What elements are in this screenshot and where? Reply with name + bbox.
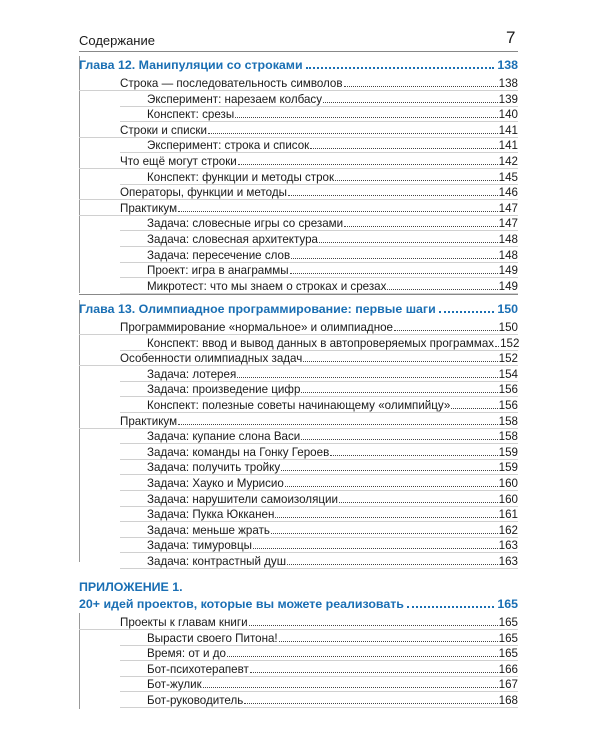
toc-entry-content (147, 555, 518, 569)
toc-entry-page: 138 (498, 77, 518, 90)
leader-dots (301, 439, 497, 440)
toc-entry-label: Задача: контрастный душ (147, 555, 287, 568)
leader-dots (281, 470, 498, 471)
toc-entry[interactable] (0, 380, 600, 397)
leader-dots (178, 424, 498, 425)
toc-entry[interactable] (0, 261, 600, 278)
toc-entry-label: Бот-психотерапевт (147, 662, 249, 676)
leader-dots (339, 502, 498, 503)
toc-entry-page: 166 (498, 662, 518, 676)
toc-entry-page: 154 (498, 367, 518, 381)
leader-dots (407, 606, 494, 608)
toc-entry-label: Эксперимент: строка и список (147, 139, 310, 153)
chapter-12-page: 138 (497, 58, 518, 72)
chapter-12-title: Глава 12. Манипуляции со строками (79, 58, 303, 72)
toc-entry[interactable] (0, 365, 600, 382)
toc-entry-label: Проекты к главам книги (120, 616, 248, 629)
toc-entry[interactable] (0, 168, 600, 185)
toc-entry-page: 161 (498, 508, 518, 522)
toc-entry[interactable] (0, 691, 600, 708)
toc-entry-page: 159 (498, 445, 518, 459)
leader-dots (319, 242, 498, 243)
toc-entry-page: 152 (500, 336, 520, 350)
toc-entry-page: 148 (498, 248, 518, 262)
toc-entry-page: 150 (498, 321, 518, 334)
toc-entry[interactable] (0, 214, 600, 231)
leader-dots (288, 195, 498, 196)
toc-entry-label: Задача: лотерея (147, 367, 237, 381)
chapter-13-title: Глава 13. Олимпиадное программирование: первые шаги (79, 302, 436, 316)
leader-dots (235, 117, 497, 118)
leader-dots (291, 258, 498, 259)
toc-entry-label: Что ещё могут строки (120, 155, 237, 168)
toc-entry-label: Время: от и до (147, 647, 226, 661)
toc-entry[interactable] (0, 334, 600, 351)
appendix-1-heading[interactable] (79, 596, 518, 612)
chapter-13-heading[interactable] (79, 301, 518, 317)
toc-entry-label: Эксперимент: нарезаем колбасу (147, 92, 323, 106)
toc-entry-label: Задача: Хауко и Мурисио (147, 477, 284, 490)
toc-entry[interactable] (0, 660, 600, 677)
toc-entry-page: 145 (498, 170, 518, 184)
running-header-title: Содержание (79, 33, 155, 48)
toc-entry-page: 165 (498, 647, 518, 661)
toc-entry-page: 168 (498, 694, 518, 707)
appendix-1-label[interactable]: ПРИЛОЖЕНИЕ 1. (79, 580, 183, 594)
toc-entry-label: Программирование «нормальное» и олимпиадное (120, 321, 393, 334)
toc-entry-label: Задача: пересечение слов (147, 248, 291, 262)
toc-entry-page: 149 (498, 264, 518, 278)
toc-entry[interactable] (0, 105, 600, 122)
toc-entry[interactable] (0, 536, 600, 553)
leader-dots (275, 517, 497, 518)
toc-entry[interactable] (0, 246, 600, 263)
toc-entry-page: 146 (498, 186, 518, 200)
toc-entry-page: 163 (498, 555, 518, 568)
toc-entry-page: 149 (498, 279, 518, 293)
toc-entry-page: 165 (498, 616, 518, 629)
toc-entry-page: 140 (498, 108, 518, 122)
toc-entry[interactable] (0, 613, 600, 630)
toc-entry-page: 141 (498, 123, 518, 137)
header-rule (79, 51, 518, 52)
toc-entry[interactable] (0, 474, 600, 491)
leader-dots (178, 211, 498, 212)
toc-entry-label: Задача: меньше жрать (147, 523, 270, 537)
toc-entry-label: Задача: словесные игры со срезами (147, 217, 344, 231)
toc-entry-page: 142 (498, 155, 518, 168)
toc-entry[interactable] (0, 443, 600, 460)
leader-dots (238, 164, 498, 165)
toc-entry[interactable] (0, 318, 600, 335)
toc-entry-label: Задача: Пукка Юкканен (147, 508, 275, 522)
toc-entry-page: 156 (498, 383, 518, 397)
toc-entry[interactable] (0, 458, 600, 475)
leader-dots (244, 703, 497, 704)
toc-entry[interactable] (0, 230, 600, 247)
leader-dots (227, 656, 498, 657)
leader-dots (323, 102, 498, 103)
section-divider (79, 294, 518, 295)
toc-entry-label: Задача: получить тройку (147, 461, 281, 475)
toc-entry[interactable] (0, 552, 600, 569)
toc-entry-label: Задача: тимуровцы (147, 539, 252, 553)
toc-entry[interactable] (0, 74, 600, 91)
toc-entry-label: Конспект: срезы (147, 108, 235, 122)
toc-entry[interactable] (0, 199, 600, 216)
toc-entry-page: 158 (498, 414, 518, 428)
toc-entry-label: Задача: произведение цифр (147, 383, 301, 397)
toc-entry[interactable] (0, 521, 600, 538)
toc-entry[interactable] (0, 349, 600, 366)
toc-entry[interactable] (0, 490, 600, 507)
leader-dots (303, 361, 497, 362)
toc-entry[interactable] (0, 427, 600, 444)
toc-entry-label: Вырасти своего Питона! (147, 631, 278, 645)
toc-entry-page: 158 (498, 430, 518, 444)
appendix-1-title: 20+ идей проектов, которые вы можете реализовать (79, 597, 404, 611)
leader-dots (249, 625, 498, 626)
toc-entry-content (147, 280, 518, 294)
leader-dots (387, 289, 497, 290)
leader-dots (310, 148, 497, 149)
toc-entry[interactable] (0, 629, 600, 646)
toc-entry-label: Особенности олимпиадных задач (120, 352, 303, 366)
leader-dots (290, 273, 498, 274)
toc-entry-label: Практикум (120, 414, 178, 428)
leader-dots (306, 67, 495, 69)
toc-entry-label: Конспект: функции и методы строк (147, 170, 335, 184)
leader-dots (394, 330, 498, 331)
toc-entry-label: Строка — последовательность символов (120, 77, 343, 90)
toc-entry-page: 160 (498, 477, 518, 490)
toc-entry-page: 139 (498, 92, 518, 106)
toc-entry-page: 156 (498, 399, 518, 412)
leader-dots (271, 533, 498, 534)
page-number: 7 (506, 28, 516, 47)
leader-dots (250, 672, 498, 673)
leader-dots (279, 641, 498, 642)
toc-entry-page: 147 (498, 217, 518, 231)
toc-entry[interactable] (0, 675, 600, 692)
toc-entry-label: Проект: игра в анаграммы (147, 264, 289, 278)
chapter-13-page: 150 (497, 302, 518, 316)
toc-entry-page: 160 (498, 492, 518, 506)
toc-entry-page: 167 (498, 678, 518, 692)
toc-entry[interactable] (0, 412, 600, 429)
toc-entry-label: Конспект: полезные советы начинающему «олимпийцу» (147, 399, 451, 412)
toc-entry[interactable] (0, 505, 600, 522)
toc-entry[interactable] (0, 277, 600, 294)
leader-dots (237, 377, 497, 378)
toc-entry-label: Бот-жулик (147, 678, 202, 692)
leader-dots (287, 564, 498, 565)
toc-entry[interactable] (0, 90, 600, 107)
toc-entry-page: 147 (498, 201, 518, 215)
toc-entry[interactable] (0, 121, 600, 138)
leader-dots (335, 180, 498, 181)
leader-dots (344, 86, 498, 87)
toc-entry-label: Задача: купание слона Васи (147, 430, 301, 444)
toc-entry[interactable] (0, 396, 600, 413)
toc-entry-label: Практикум (120, 201, 178, 215)
toc-entry-page: 141 (498, 139, 518, 153)
leader-dots (301, 392, 497, 393)
toc-entry[interactable] (0, 644, 600, 661)
toc-entry-label: Строки и списки (120, 123, 207, 137)
toc-entry-page: 159 (498, 461, 518, 475)
leader-dots (253, 548, 498, 549)
leader-dots (208, 133, 498, 134)
toc-entry-content (147, 694, 518, 708)
leader-dots (285, 486, 498, 487)
appendix-1-page: 165 (497, 597, 518, 611)
toc-entry-label: Задача: нарушители самоизоляции (147, 492, 338, 506)
toc-entry-label: Микротест: что мы знаем о строках и срезах (147, 279, 387, 293)
leader-dots (203, 687, 498, 688)
toc-entry-page: 163 (498, 539, 518, 553)
toc-entry-label: Бот-руководитель (147, 694, 244, 707)
toc-entry-label: Задача: команды на Гонку Героев (147, 445, 330, 459)
toc-entry-page: 148 (498, 233, 518, 246)
chapter-12-heading[interactable] (79, 57, 518, 73)
toc-entry-label: Задача: словесная архитектура (147, 233, 318, 246)
toc-entry[interactable] (0, 136, 600, 153)
toc-entry-label: Конспект: ввод и вывод данных в автопроверяемых программах (147, 336, 495, 350)
toc-entry[interactable] (0, 183, 600, 200)
toc-entry-page: 152 (498, 352, 518, 366)
leader-dots (344, 226, 498, 227)
leader-dots (439, 311, 495, 313)
toc-entry[interactable] (0, 152, 600, 169)
leader-dots (495, 346, 499, 347)
toc-entry-page: 162 (498, 523, 518, 537)
toc-entry-label: Операторы, функции и методы (120, 186, 287, 200)
toc-entry-page: 165 (498, 631, 518, 645)
leader-dots (451, 408, 497, 409)
leader-dots (330, 455, 497, 456)
